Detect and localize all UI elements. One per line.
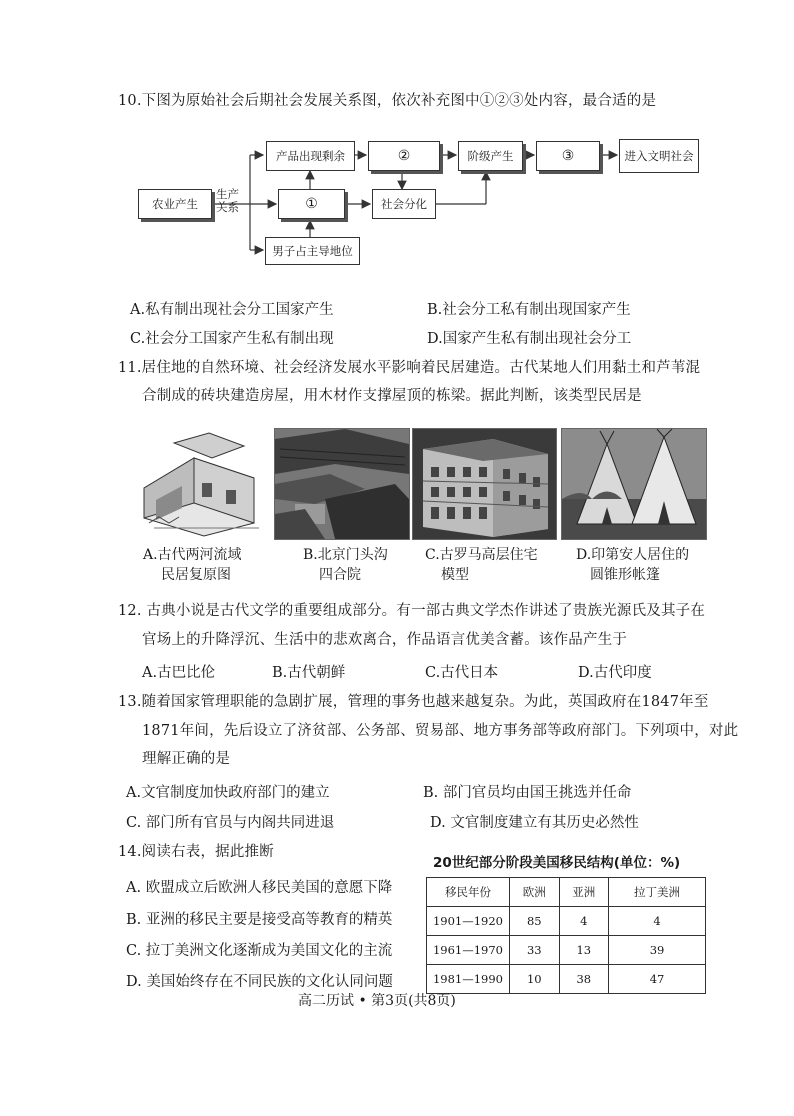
flow-blank-1-box: ① — [278, 189, 345, 219]
q11-caption-c-line1: C.古罗马高层住宅 — [425, 547, 538, 563]
q14-option-d[interactable]: D. 美国始终存在不同民族的文化认同问题 — [126, 974, 393, 990]
q14-option-a[interactable]: A. 欧盟成立后欧洲人移民美国的意愿下降 — [126, 880, 393, 896]
flow-male-dominance-box: 男子占主导地位 — [265, 237, 360, 265]
siheyuan-courtyard-image[interactable] — [274, 428, 410, 540]
flow-class-box: 阶级产生 — [458, 141, 523, 171]
q11-stem-line1: 11.居住地的自然环境、社会经济发展水平影响着民居建造。古代某地人们用黏土和芦苇混 — [118, 360, 701, 376]
q12-option-d[interactable]: D.古代印度 — [578, 665, 652, 681]
table-header-cell: 拉丁美洲 — [609, 878, 706, 907]
immigration-table-title: 20世纪部分阶段美国移民结构(单位：%) — [433, 855, 681, 871]
flow-surplus-box: 产品出现剩余 — [266, 141, 355, 171]
table-cell: 38 — [559, 965, 609, 994]
table-cell: 13 — [559, 936, 609, 965]
flow-civilization-box: 进入文明社会 — [619, 139, 699, 173]
table-header-cell: 欧洲 — [510, 878, 560, 907]
flow-blank-2-box: ② — [368, 141, 440, 171]
q12-option-c[interactable]: C.古代日本 — [425, 665, 499, 681]
mesopotamian-house-image[interactable] — [134, 428, 270, 538]
tipi-tents-image[interactable] — [561, 428, 707, 540]
q12-stem-line2: 官场上的升降浮沉、生活中的悲欢离合，作品语言优美含蓄。该作品产生于 — [142, 632, 628, 648]
table-row — [427, 907, 706, 936]
table-cell: 4 — [559, 907, 609, 936]
table-cell: 4 — [609, 907, 706, 936]
q13-stem-line2: 1871年间，先后设立了济贫部、公务部、贸易部、地方事务部等政府部门。下列项中，对此 — [142, 723, 739, 739]
mesopotamian-house-drawing — [134, 428, 270, 538]
table-cell: 47 — [609, 965, 706, 994]
flow-blank-3-box: ③ — [536, 141, 600, 171]
q13-option-c[interactable]: C. 部门所有官员与内阁共同进退 — [126, 815, 335, 831]
roman-insula-image[interactable] — [412, 428, 557, 540]
page-footer: 高二历试 • 第3页(共8页) — [298, 993, 456, 1009]
q10-flowchart — [130, 133, 710, 273]
table-cell: 85 — [510, 907, 560, 936]
table-row — [427, 965, 706, 994]
q14-option-b[interactable]: B. 亚洲的移民主要是接受高等教育的精英 — [126, 912, 393, 928]
q12-stem-line1: 12. 古典小说是古代文学的重要组成部分。有一部古典文学杰作讲述了贵族光源氏及其子在 — [118, 603, 706, 619]
siheyuan-drawing — [275, 429, 409, 539]
q10-option-d[interactable]: D.国家产生私有制出现社会分工 — [427, 331, 632, 347]
q11-caption-a-line1: A.古代两河流域 — [143, 547, 242, 563]
table-row — [427, 936, 706, 965]
q14-option-c[interactable]: C. 拉丁美洲文化逐渐成为美国文化的主流 — [126, 943, 393, 959]
table-header-cell: 移民年份 — [427, 878, 510, 907]
table-header-row — [427, 878, 706, 907]
q10-option-c[interactable]: C.社会分工国家产生私有制出现 — [130, 331, 334, 347]
q11-caption-d-line2: 圆锥形帐篷 — [590, 567, 660, 583]
q13-option-d[interactable]: D. 文官制度建立有其历史必然性 — [430, 815, 639, 831]
q11-stem-line2: 合制成的砖块建造房屋，用木材作支撑屋顶的栋梁。据此判断，该类型民居是 — [142, 388, 642, 404]
q13-option-b[interactable]: B. 部门官员均由国王挑选并任命 — [423, 785, 632, 801]
q12-option-a[interactable]: A.古巴比伦 — [142, 665, 216, 681]
table-cell: 1901—1920 — [427, 907, 510, 936]
roman-insula-drawing — [413, 429, 556, 539]
tipi-drawing — [562, 429, 706, 539]
q11-caption-a-line2: 民居复原图 — [161, 567, 231, 583]
q10-option-a[interactable]: A.私有制出现社会分工国家产生 — [130, 302, 334, 318]
q10-stem: 10.下图为原始社会后期社会发展关系图，依次补充图中①②③处内容，最合适的是 — [118, 93, 657, 109]
q11-caption-d-line1: D.印第安人居住的 — [576, 547, 690, 563]
q11-caption-b-line1: B.北京门头沟 — [303, 547, 388, 563]
table-cell: 39 — [609, 936, 706, 965]
immigration-table — [426, 877, 706, 994]
q13-stem-line1: 13.随着国家管理职能的急剧扩展，管理的事务也越来越复杂。为此，英国政府在1847年至 — [118, 694, 709, 710]
q14-stem: 14.阅读右表，据此推断 — [118, 844, 274, 860]
table-cell: 1961—1970 — [427, 936, 510, 965]
flow-production-relations-label: 生产关系 — [216, 187, 239, 214]
table-cell: 33 — [510, 936, 560, 965]
flow-social-division-box: 社会分化 — [372, 189, 436, 219]
q10-option-b[interactable]: B.社会分工私有制出现国家产生 — [427, 302, 631, 318]
flow-agriculture-box: 农业产生 — [138, 189, 212, 219]
q11-caption-c-line2: 模型 — [441, 567, 469, 583]
table-cell: 1981—1990 — [427, 965, 510, 994]
q11-caption-b-line2: 四合院 — [319, 567, 361, 583]
q13-stem-line3: 理解正确的是 — [142, 751, 231, 767]
q13-option-a[interactable]: A.文官制度加快政府部门的建立 — [126, 785, 330, 801]
table-cell: 10 — [510, 965, 560, 994]
q12-option-b[interactable]: B.古代朝鲜 — [272, 665, 346, 681]
table-header-cell: 亚洲 — [559, 878, 609, 907]
